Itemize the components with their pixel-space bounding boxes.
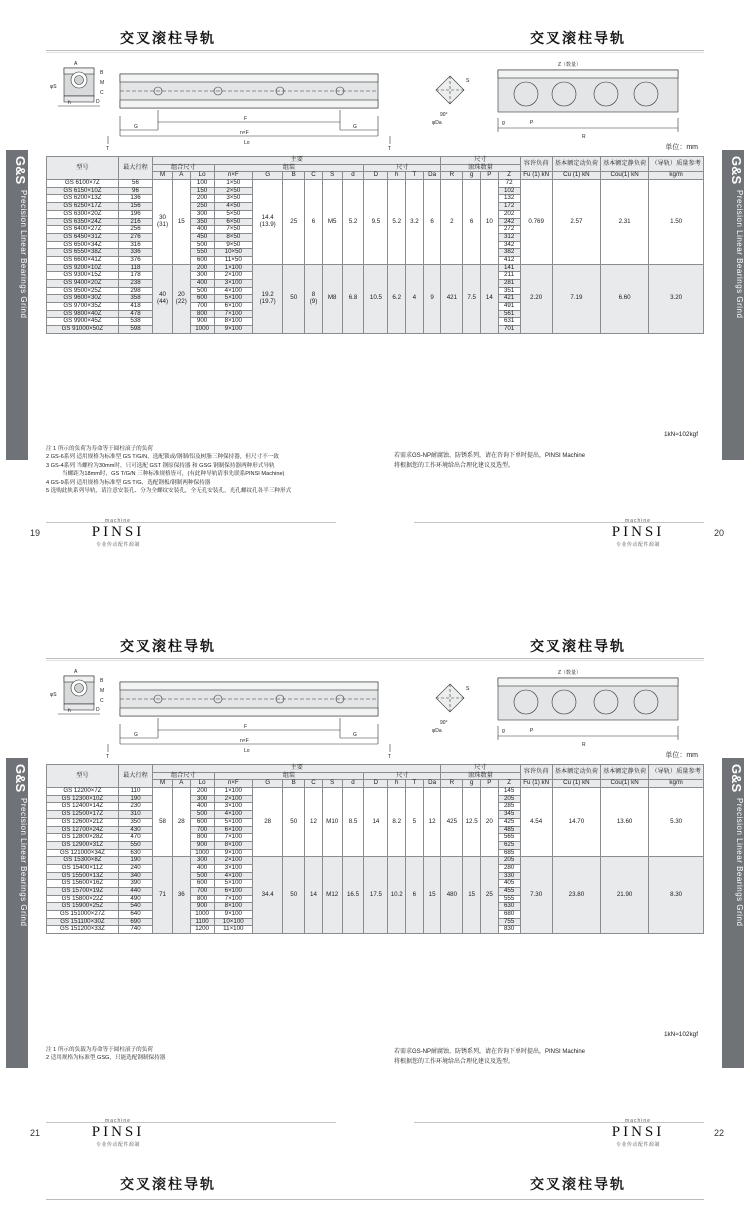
- th-main: 主要: [153, 765, 441, 773]
- col-R: R: [441, 172, 463, 180]
- svg-text:R: R: [582, 742, 586, 748]
- table-row: GS 151200×33Z 740 1200 11×100 830: [47, 926, 704, 934]
- th-balls: 滚珠数量: [441, 164, 520, 172]
- roller-drawing-right-2: [430, 666, 695, 756]
- th-comb: 组合尺寸: [153, 164, 214, 172]
- table-row: GS 15600×16Z 390 600 5×100 405: [47, 880, 704, 888]
- cell-B: 50: [283, 788, 305, 857]
- svg-text:P: P: [530, 728, 534, 734]
- th-mass: （导轨）质量参考: [649, 157, 704, 172]
- sidebar-text: Precision Linear Bearings Grind: [19, 798, 28, 927]
- table-row: GS 12500×17Z 310 500 4×100 345: [47, 811, 704, 819]
- col-S: S: [322, 780, 342, 788]
- table-row: GS 12200×7Z 110 58 28 200 1×100 28 50 12 M10 8.5 14 8.2 5 12 425 12.5 20 145 4.54 14.70 13.60 5.30: [47, 788, 704, 796]
- col-B: B: [283, 172, 305, 180]
- sidebar-text: Precision Linear Bearings Grind: [735, 798, 744, 927]
- th-fu: 容许负荷: [520, 765, 552, 780]
- logo-machine: machine: [105, 518, 131, 524]
- svg-text:φDa: φDa: [432, 120, 442, 126]
- note-line: 3 GS-4系列 当螺栓为30mm时，只可选配 GST 钢原保持器 和 GSG 钢制保持器两种形式导轨: [46, 462, 275, 469]
- spec-table-1: [46, 156, 704, 334]
- svg-text:F: F: [244, 724, 248, 730]
- bottom-header-left: 交叉滚柱导轨: [120, 1176, 216, 1192]
- cell-Lo: 100: [190, 180, 214, 188]
- cell-Da: 15: [423, 857, 441, 934]
- th-cu: 基本额定动负荷: [552, 157, 600, 172]
- cell-B: 25: [283, 180, 305, 265]
- note-line: 5 选购此轨系列导轨，请注意安装孔、分为全螺纹安装孔，全无孔安装孔，光孔螺纹孔各半三种形式: [46, 487, 292, 494]
- col-Fu: Fu (1) kN: [520, 780, 552, 788]
- page-2: [0, 608, 750, 1216]
- svg-text:S: S: [466, 686, 470, 692]
- notes-1: [46, 445, 376, 495]
- cell-T: 6: [406, 857, 424, 934]
- svg-text:T: T: [106, 754, 110, 760]
- kn-note-2: 1kN≈102kgf: [663, 1031, 698, 1038]
- col-nF: n×F: [214, 780, 253, 788]
- table-row: GS 91000×50Z 598 1000 9×100 701: [47, 326, 704, 334]
- cell-T: 3.2: [406, 180, 424, 265]
- svg-text:h: h: [68, 100, 71, 106]
- svg-text:Lo: Lo: [244, 140, 250, 146]
- th-stroke: 最大行程: [118, 157, 152, 180]
- page-number-right: 20: [713, 528, 724, 538]
- cell-C: 12: [305, 788, 323, 857]
- page-1-header-left: 交叉滚柱导轨: [120, 30, 216, 46]
- cell-d: 5.2: [342, 180, 364, 265]
- col-D: D: [364, 780, 388, 788]
- cell-G: 34.4: [253, 857, 283, 934]
- logo-sub: 专业传动配件源制: [95, 1142, 140, 1148]
- cell-A: 20 (22): [172, 264, 190, 333]
- logo-sub: 专业传动配件源制: [615, 542, 660, 548]
- logo-name: PINSI: [91, 1124, 145, 1140]
- sidebar-left: [6, 758, 28, 1068]
- table-row: GS 6250×17Z 156 250 4×50 172: [47, 203, 704, 211]
- cell-R: 425: [441, 788, 463, 857]
- unit-label-1: 单位：mm: [665, 144, 698, 151]
- table-row: GS 15800×22Z 490 800 7×100 555: [47, 895, 704, 903]
- table-row: GS 12900×31Z 550 900 8×100 625: [47, 841, 704, 849]
- rail-drawing-left-2: [48, 666, 408, 761]
- svg-text:Z（数量）: Z（数量）: [558, 62, 582, 68]
- logo-machine: machine: [625, 518, 651, 524]
- cell-G: 14.4 (13.9): [253, 180, 283, 265]
- th-dim: 尺寸: [441, 157, 520, 165]
- table-row: GS 9800×40Z 478 800 7×100 561: [47, 310, 704, 318]
- cell-D: 17.5: [364, 857, 388, 934]
- col-g: g: [463, 172, 481, 180]
- logo-machine: machine: [625, 1118, 651, 1124]
- col-Cu: Cu (1) kN: [552, 780, 600, 788]
- svg-text:G: G: [134, 732, 138, 738]
- table-row: GS 6350×24Z 216 350 6×50 242: [47, 218, 704, 226]
- logo-right: [578, 1118, 698, 1148]
- table-row: GS 15400×11Z 240 400 3×100 280: [47, 864, 704, 872]
- th-model: 型号: [47, 157, 119, 180]
- th-cou: 基本额定静负荷: [601, 765, 649, 780]
- th-main: 主要: [153, 157, 441, 165]
- svg-text:90°: 90°: [440, 112, 448, 118]
- col-Z: Z: [498, 780, 520, 788]
- logo-sub: 专业传动配件源制: [95, 542, 140, 548]
- spec-table-2: [46, 764, 704, 934]
- right-note-line: 将根据您的工作环境给出合理化建议及选型。: [394, 1058, 515, 1065]
- cell-D: 9.5: [364, 180, 388, 265]
- sidebar-right: [722, 758, 744, 1068]
- cell-C: 8 (9): [305, 264, 323, 333]
- table-row: GS 151100×30Z 690 1100 10×100 755: [47, 918, 704, 926]
- col-Z: Z: [498, 172, 520, 180]
- cell-Da: 12: [423, 788, 441, 857]
- cell-g: 6: [463, 180, 481, 265]
- col-G: G: [253, 780, 283, 788]
- svg-text:T: T: [388, 754, 392, 760]
- header-rule-2: [46, 660, 704, 661]
- th-size: 尺寸: [364, 772, 441, 780]
- cell-M: 71: [153, 857, 173, 934]
- table-row: GS 12400×14Z 230 400 3×100 285: [47, 803, 704, 811]
- right-note-2: [394, 1048, 694, 1067]
- table-row: GS 6300×20Z 196 300 5×50 202: [47, 210, 704, 218]
- table-row: GS 6450×31Z 276 450 8×50 312: [47, 233, 704, 241]
- col-Cou: Cou(1) kN: [601, 780, 649, 788]
- right-note-line: 若需求GS-NP耐腐蚀、防锈系列，请在咨询下单时提出，PINSI Machine: [394, 1049, 586, 1055]
- sidebar-logo: G&S: [13, 764, 28, 793]
- table-row: GS 6500×34Z 316 500 9×50 342: [47, 241, 704, 249]
- table-row: GS 9900×45Z 538 900 8×100 631: [47, 318, 704, 326]
- table-row: GS 9200×10Z 118 40 (44) 20 (22) 200 1×100 19.2 (19.7) 50 8 (9) M8 6.8 10.5 6.2 4 9 421 7.5 14 141 2.20 7.19 6.60 3.20: [47, 264, 704, 272]
- svg-text:90°: 90°: [440, 720, 448, 726]
- cell-G: 28: [253, 788, 283, 857]
- cell-M: 58: [153, 788, 173, 857]
- svg-text:B: B: [100, 678, 104, 684]
- sidebar-text: Precision Linear Bearings Grind: [19, 190, 28, 319]
- page-number-left: 21: [30, 1128, 41, 1138]
- th-dim: 尺寸: [441, 765, 520, 773]
- cell-R: 2: [441, 180, 463, 265]
- unit-label-2: 单位：mm: [665, 752, 698, 759]
- table-row: GS 6200×13Z 136 200 3×50 132: [47, 195, 704, 203]
- cell-g: 12.5: [463, 788, 481, 857]
- right-note-line: 将根据您的工作环境给出合理化建议及选型。: [394, 462, 515, 469]
- svg-text:M: M: [100, 688, 105, 694]
- th-fu: 容许负荷: [520, 157, 552, 172]
- table-row: GS 151000×27Z 640 1000 9×100 680: [47, 911, 704, 919]
- table-row: GS 9700×35Z 418 700 6×100 491: [47, 303, 704, 311]
- cell-h: 8.2: [388, 788, 406, 857]
- header-rule: [46, 658, 704, 659]
- col-Cu: Cu (1) kN: [552, 172, 600, 180]
- logo-sub: 专业传动配件源制: [615, 1142, 660, 1148]
- col-kgm: kg/m: [649, 780, 704, 788]
- svg-text:G: G: [353, 732, 357, 738]
- cell-C: 6: [305, 180, 323, 265]
- note-line: 4 GS-9系列 适用规格为标准型 GS T/G，选配钢板/钢制两种保持器: [46, 479, 211, 486]
- th-cou: 基本额定静负荷: [601, 157, 649, 172]
- svg-text:R: R: [582, 134, 586, 140]
- svg-text:φS: φS: [50, 84, 57, 90]
- svg-text:Lo: Lo: [244, 748, 250, 754]
- table-row: GS 6150×10Z 96 150 2×50 102: [47, 187, 704, 195]
- logo-name: PINSI: [91, 524, 145, 540]
- cell-Cou: 2.31: [601, 180, 649, 265]
- table-row: GS 15900×25Z 540 900 8×100 630: [47, 903, 704, 911]
- rail-drawing-left: [48, 58, 408, 153]
- col-kgm: kg/m: [649, 172, 704, 180]
- col-d: d: [342, 172, 364, 180]
- col-P: P: [480, 172, 498, 180]
- col-d: d: [342, 780, 364, 788]
- note-line: 注 1 所示的负荷为寿命等于圆柱滚子的负荷: [46, 446, 153, 452]
- svg-text:P: P: [530, 120, 534, 126]
- logo-name: PINSI: [611, 524, 665, 540]
- note-line: 当螺距为18mm时，GS T/G/N 三种标准规格皆可，(有此种导轨请事先联系PINSI Machine): [62, 471, 285, 478]
- table-row: GS 12600×21Z 350 600 5×100 425: [47, 818, 704, 826]
- cell-P: 25: [480, 857, 498, 934]
- svg-text:Z（数量）: Z（数量）: [558, 670, 582, 676]
- table-row: GS 6550×38Z 336 550 10×50 382: [47, 249, 704, 257]
- cell-stroke: 56: [118, 180, 152, 188]
- col-Da: Da: [423, 780, 441, 788]
- col-P: P: [480, 780, 498, 788]
- notes-2: [46, 1046, 376, 1063]
- svg-text:g: g: [502, 728, 505, 734]
- col-T: T: [406, 780, 424, 788]
- col-S: S: [322, 172, 342, 180]
- cell-G: 19.2 (19.7): [253, 264, 283, 333]
- svg-text:G: G: [353, 124, 357, 130]
- cell-M: 40 (44): [153, 264, 173, 333]
- cell-A: 28: [172, 788, 190, 857]
- svg-text:T: T: [388, 146, 392, 152]
- cell-g: 15: [463, 857, 481, 934]
- svg-text:D: D: [96, 707, 100, 713]
- th-comb: 组合尺寸: [153, 772, 214, 780]
- col-A: A: [172, 172, 190, 180]
- cell-A: 15: [172, 180, 190, 265]
- col-T: T: [406, 172, 424, 180]
- th-mass: （导轨）质量参考: [649, 765, 704, 780]
- table-row: GS 6400×27Z 256 400 7×50 272: [47, 226, 704, 234]
- svg-text:C: C: [100, 698, 104, 704]
- svg-text:φS: φS: [50, 692, 57, 698]
- svg-text:A: A: [74, 61, 78, 67]
- cell-model: GS 6100×7Z: [47, 180, 119, 188]
- cell-Fu: 0.769: [520, 180, 552, 265]
- cell-B: 50: [283, 857, 305, 934]
- svg-text:g: g: [502, 120, 505, 126]
- col-M: M: [153, 172, 173, 180]
- svg-text:F: F: [244, 116, 248, 122]
- col-Fu: Fu (1) kN: [520, 172, 552, 180]
- col-Cou: Cou(1) kN: [601, 172, 649, 180]
- note-line: 2 GS-6系列 适用规格为标准型 GS T/G/N，选配锁或/钢制/铝及树脂三种保持器，但尺寸不一致: [46, 454, 279, 461]
- col-Da: Da: [423, 172, 441, 180]
- table-row: GS 9400×20Z 238 400 3×100 281: [47, 280, 704, 288]
- cell-A: 36: [172, 857, 190, 934]
- th-cu: 基本额定动负荷: [552, 765, 600, 780]
- page-number-left: 19: [30, 528, 41, 538]
- note-line: 2 适用规格为标准型 GSG，只能选配钢制保持器: [46, 1055, 166, 1062]
- col-A: A: [172, 780, 190, 788]
- header-rule: [46, 50, 704, 51]
- sidebar-logo: G&S: [13, 156, 28, 185]
- kn-note-1: 1kN≈102kgf: [663, 431, 698, 438]
- th-balls: 滚珠数量: [441, 772, 520, 780]
- col-h: h: [388, 780, 406, 788]
- cell-d: 8.5: [342, 788, 364, 857]
- sidebar-right: [722, 150, 744, 460]
- cell-M: 30 (31): [153, 180, 173, 265]
- sidebar-logo: G&S: [729, 764, 744, 793]
- table-row: GS 9600×30Z 358 600 5×100 421: [47, 295, 704, 303]
- sidebar-left: [6, 150, 28, 460]
- cell-Da: 6: [423, 180, 441, 265]
- cell-mass: 1.50: [649, 180, 704, 265]
- th-stroke: 最大行程: [118, 765, 152, 788]
- table-row: GS 12300×10Z 190 300 2×100 205: [47, 795, 704, 803]
- logo-machine: machine: [105, 1118, 131, 1124]
- page-1-header-right: 交叉滚柱导轨: [530, 30, 626, 46]
- page-2-header-right: 交叉滚柱导轨: [530, 638, 626, 654]
- svg-text:φDa: φDa: [432, 728, 442, 734]
- col-B: B: [283, 780, 305, 788]
- svg-text:h: h: [68, 708, 71, 714]
- logo-left: [58, 1118, 178, 1148]
- table-row: GS 6600×41Z 376 600 11×50 412: [47, 256, 704, 264]
- cell-R: 480: [441, 857, 463, 934]
- th-model: 型号: [47, 765, 119, 788]
- col-Lo: Lo: [190, 172, 214, 180]
- col-G: G: [253, 172, 283, 180]
- cell-h: 10.2: [388, 857, 406, 934]
- table-row: GS 15300×8Z 190 71 36 300 2×100 34.4 50 14 M12 16.5 17.5 10.2 6 15 480 15 25 205 7.30 23.80 21.90 8.30: [47, 857, 704, 865]
- cell-d: 16.5: [342, 857, 364, 934]
- logo-right: [578, 518, 698, 548]
- roller-drawing-right: [430, 58, 695, 148]
- sidebar-text: Precision Linear Bearings Grind: [735, 190, 744, 319]
- cell-C: 14: [305, 857, 323, 934]
- cell-D: 14: [364, 788, 388, 857]
- svg-text:G: G: [134, 124, 138, 130]
- svg-text:n×F: n×F: [240, 130, 249, 136]
- col-h: h: [388, 172, 406, 180]
- page-number-right: 22: [713, 1128, 724, 1138]
- table-row: GS 9500×25Z 298 500 4×100 351: [47, 287, 704, 295]
- note-line: 注 1 所示的负载为寿命等于圆柱滚子的负荷: [46, 1047, 153, 1053]
- cell-S: M5: [322, 180, 342, 265]
- table-row: GS 12800×28Z 470 800 7×100 565: [47, 834, 704, 842]
- th-assy: 组装: [214, 772, 364, 780]
- th-assy: 组装: [214, 164, 364, 172]
- svg-text:S: S: [466, 78, 470, 84]
- col-C: C: [305, 172, 323, 180]
- col-Lo: Lo: [190, 780, 214, 788]
- cell-Z: 72: [498, 180, 520, 188]
- table-row: GS 15500×13Z 340 500 4×100 330: [47, 872, 704, 880]
- right-note-1: [394, 452, 694, 471]
- cell-P: 10: [480, 180, 498, 265]
- cell-Cu: 2.57: [552, 180, 600, 265]
- cell-nF: 1×50: [214, 180, 253, 188]
- col-D: D: [364, 172, 388, 180]
- svg-text:M: M: [100, 80, 105, 86]
- bottom-rule: [46, 1199, 704, 1200]
- logo-name: PINSI: [611, 1124, 665, 1140]
- cell-S: M10: [322, 788, 342, 857]
- table-row: GS 12700×24Z 430 700 6×100 485: [47, 826, 704, 834]
- svg-text:T: T: [106, 146, 110, 152]
- header-rule-2: [46, 52, 704, 53]
- table-row: [47, 180, 704, 188]
- svg-text:C: C: [100, 90, 104, 96]
- cell-T: 5: [406, 788, 424, 857]
- cell-P: 20: [480, 788, 498, 857]
- svg-text:n×F: n×F: [240, 738, 249, 744]
- right-note-line: 若需求GS-NP耐腐蚀、防锈系列，请在咨询下单时提出，PINSI Machine: [394, 453, 586, 459]
- col-g: g: [463, 780, 481, 788]
- col-M: M: [153, 780, 173, 788]
- table-row: GS 15700×19Z 440 700 6×100 455: [47, 888, 704, 896]
- svg-text:A: A: [74, 669, 78, 675]
- th-size: 尺寸: [364, 164, 441, 172]
- svg-text:D: D: [96, 99, 100, 105]
- table-row: GS 9300×15Z 178 300 2×100 211: [47, 272, 704, 280]
- sidebar-logo: G&S: [729, 156, 744, 185]
- bottom-header-right: 交叉滚柱导轨: [530, 1176, 626, 1192]
- page-2-header-left: 交叉滚柱导轨: [120, 638, 216, 654]
- cell-h: 5.2: [388, 180, 406, 265]
- cell-S: M12: [322, 857, 342, 934]
- col-nF: n×F: [214, 172, 253, 180]
- logo-left: [58, 518, 178, 548]
- svg-text:B: B: [100, 70, 104, 76]
- col-R: R: [441, 780, 463, 788]
- col-C: C: [305, 780, 323, 788]
- table-row: GS 121000×34Z 630 1000 9×100 685: [47, 849, 704, 857]
